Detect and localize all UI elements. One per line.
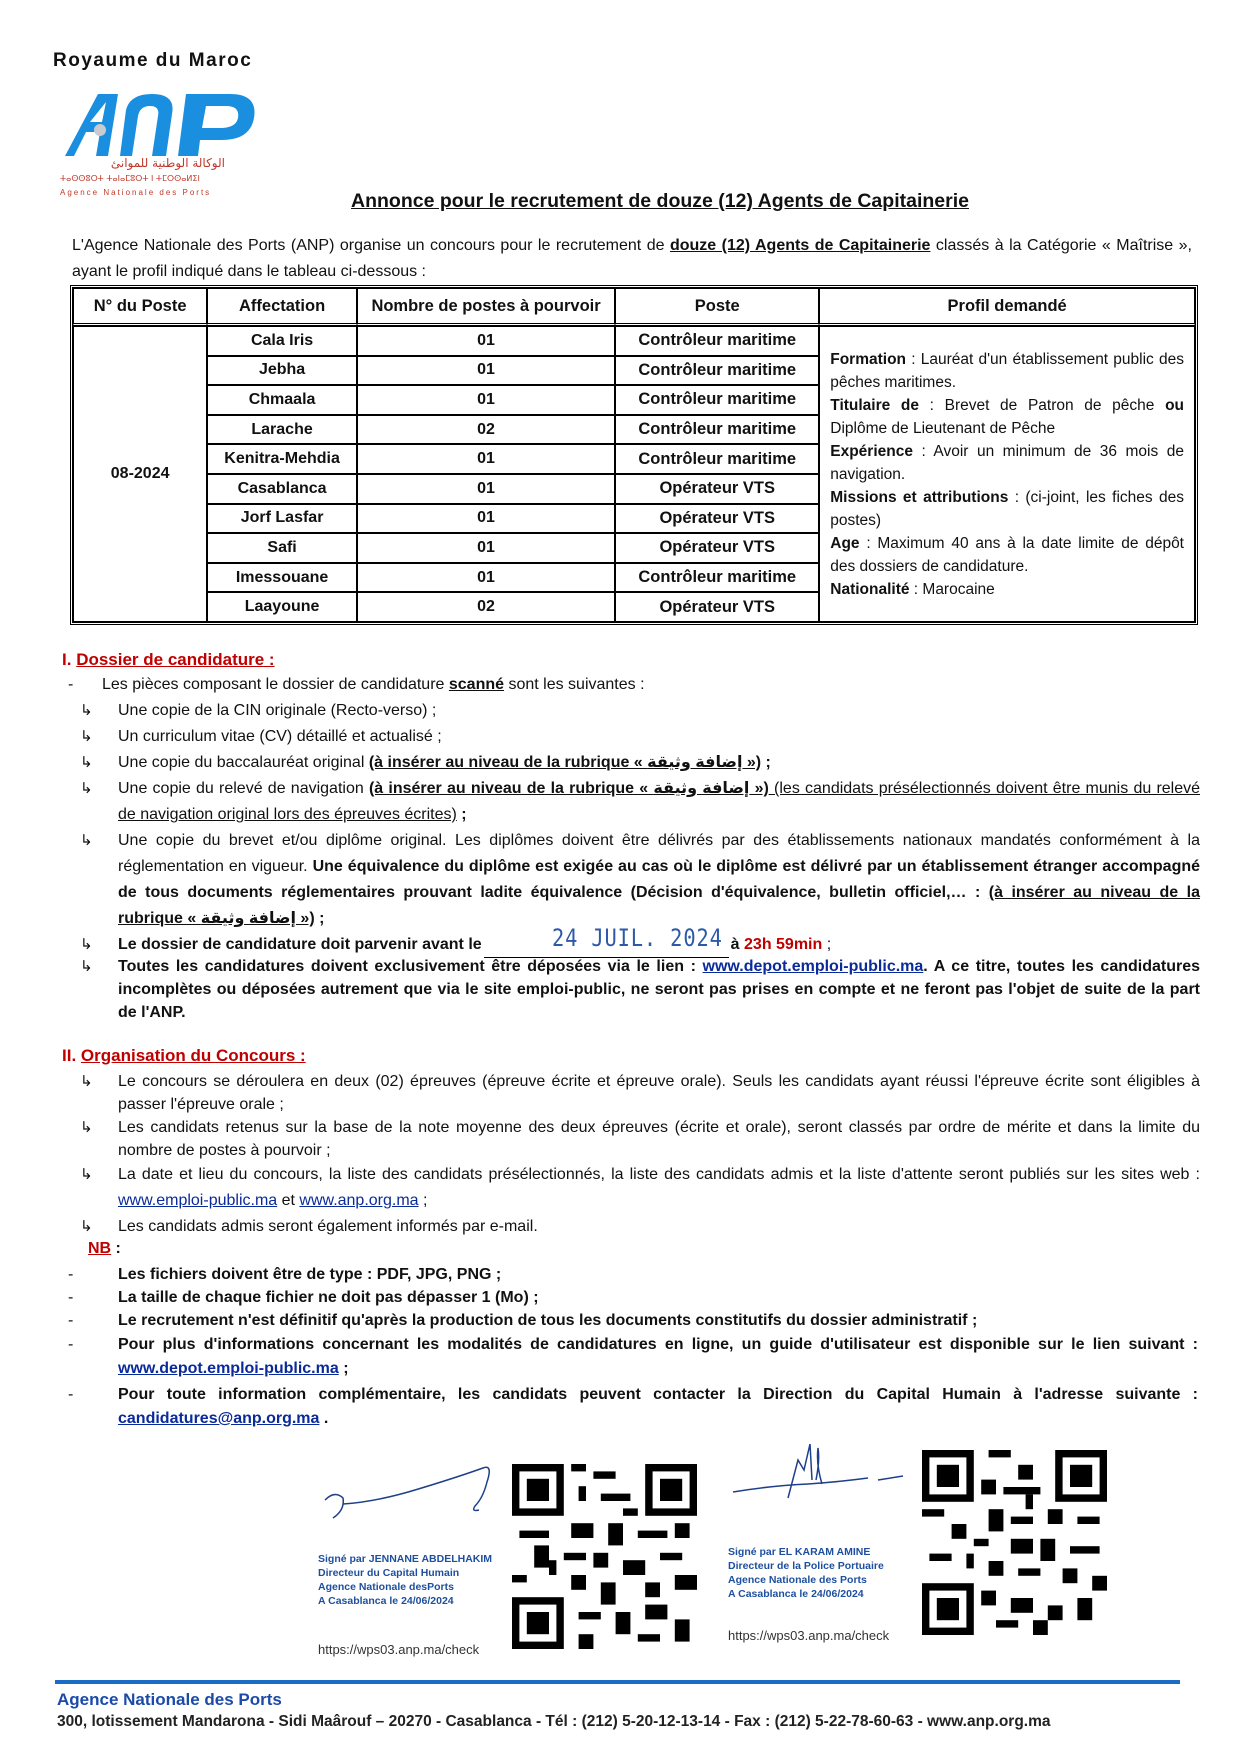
nb-item: - Les fichiers doivent être de type : PDF, JPG, PNG ; <box>68 1266 502 1283</box>
list-item: ↳ Une copie de la CIN originale (Recto-verso) ; <box>80 698 1200 724</box>
affectation-cell: Casablanca <box>207 474 357 504</box>
affectation-cell: Cala Iris <box>207 326 357 356</box>
profil-experience: Expérience : Avoir un minimum de 36 mois de navigation. <box>830 442 1184 483</box>
table-header-row <box>73 288 1195 326</box>
poste-cell: Contrôleur maritime <box>615 563 819 593</box>
signature-1-block: Signé par JENNANE ABDELHAKIM Directeur du Capital Humain Agence Nationale desPorts A Casablanca le 24/06/2024 <box>318 1553 493 1607</box>
signature-1-icon <box>315 1460 505 1530</box>
intro-text-1: L'Agence Nationale des Ports (ANP) organise un concours pour le recrutement de <box>72 237 670 254</box>
poste-cell: Opérateur VTS <box>615 533 819 563</box>
list-item: ↳ Toutes les candidatures doivent exclusivement être déposées via le lien : www.depot.emploi-public.ma. A ce titre, toutes les candidatures incomplètes ou déposées autrement que via le site emploi-public, ne seront pas prises en compte et ne feront pas l'objet de suite de la part de l'ANP. <box>80 955 1200 1024</box>
qr-code-1-icon <box>512 1464 697 1649</box>
arrow-bullet-icon: ↳ <box>80 1119 93 1136</box>
header-cell: Affectation <box>207 288 357 326</box>
arrow-bullet-icon: ↳ <box>80 754 93 771</box>
list-item: ↳ La date et lieu du concours, la liste des candidats présélectionnés, la liste des candidats admis et la liste d'attente seront publiés sur les sites web : www.emploi-public.ma et www.anp.org.ma ; <box>80 1162 1200 1214</box>
arrow-bullet-icon: ↳ <box>80 702 93 719</box>
list-item: ↳ Le concours se déroulera en deux (02) épreuves (épreuve écrite et épreuve orale). Seuls les candidats ayant réussi l'épreuve écrite sont éligibles à passer l'épreuve orale ; <box>80 1070 1200 1116</box>
country-name: Royaume du Maroc <box>53 50 253 71</box>
qr-code-2-icon <box>922 1450 1107 1635</box>
affectation-cell: Kenitra-Mehdia <box>207 444 357 474</box>
profil-nationalite: Nationalité : Marocaine <box>830 580 995 598</box>
section-1-num: I. <box>62 650 72 669</box>
nombre-cell: 01 <box>357 563 615 593</box>
header-cell: Profil demandé <box>819 288 1195 326</box>
check-url-2: https://wps03.anp.ma/check <box>728 1628 890 1643</box>
arrow-bullet-icon: ↳ <box>80 936 93 953</box>
profil-missions: Missions et attributions : (ci-joint, les fiches des postes) <box>830 488 1184 529</box>
section-1-title: Dossier de candidature : <box>76 650 275 669</box>
section-2-num: II. <box>62 1046 77 1065</box>
nb-item: - Pour toute information complémentaire, les candidats peuvent contacter la Direction du Capital Humain à l'adresse suivante : candidatures@anp.org.ma . <box>68 1386 1198 1427</box>
logo-subtitle: Agence Nationale des Ports <box>60 188 212 197</box>
header-cell: Poste <box>615 288 819 326</box>
poste-cell: Opérateur VTS <box>615 474 819 504</box>
arrow-bullet-icon: ↳ <box>80 958 93 975</box>
anp-logo <box>60 86 300 216</box>
affectation-cell: Jorf Lasfar <box>207 504 357 534</box>
depot-guide-link[interactable]: www.depot.emploi-public.ma <box>118 1360 339 1377</box>
footer-address: 300, lotissement Mandarona - Sidi Maârouf – 20270 - Casablanca - Tél : (212) 5-20-12-13-14 - Fax : (212) 5-22-78-60-63 - www.anp.org.ma <box>57 1713 1051 1730</box>
section-2-title: Organisation du Concours : <box>80 1046 306 1065</box>
check-url-1: https://wps03.anp.ma/check <box>318 1642 480 1657</box>
intro-bold: douze (12) Agents de Capitainerie <box>669 237 931 254</box>
profil-age: Age : Maximum 40 ans à la date limite de dépôt des dossiers de candidature. <box>830 534 1184 575</box>
email-link[interactable]: candidatures@anp.org.ma <box>118 1410 320 1427</box>
poste-cell: Contrôleur maritime <box>615 415 819 445</box>
affectation-cell: Imessouane <box>207 563 357 593</box>
nb-item: - Le recrutement n'est définitif qu'après la production de tous les documents constitutifs du dossier administratif ; <box>68 1312 978 1329</box>
depot-link[interactable]: www.depot.emploi-public.ma <box>702 958 924 975</box>
arrow-bullet-icon: ↳ <box>80 1218 93 1235</box>
section-1-heading <box>62 650 275 670</box>
list-item: ↳ Les candidats retenus sur la base de la note moyenne des deux épreuves (écrite et orale), seront classés par ordre de mérite et dans la limite du nombre de postes à pourvoir ; <box>80 1116 1200 1162</box>
poste-cell: Contrôleur maritime <box>615 356 819 386</box>
nombre-cell: 01 <box>357 504 615 534</box>
logo-tifinagh: ⵜⴰⵙⵙⵓⵔⵜ ⵜⴰⵏⴰⵎⵓⵔⵜ ⵏ ⵜⵎⵔⵙⴰⵍⵉⵏ <box>60 174 200 183</box>
page-title: Annonce pour le recrutement de douze (12) Agents de Capitainerie <box>351 190 969 212</box>
nombre-cell: 01 <box>357 356 615 386</box>
arrow-bullet-icon: ↳ <box>80 1166 93 1183</box>
intro-text-2: classés à la Catégorie « Maîtrise », ayant le profil indiqué dans le tableau ci-dessous : <box>72 237 1192 280</box>
signature-2-icon <box>728 1440 928 1520</box>
profil-titulaire: Titulaire de : Brevet de Patron de pêche ou Diplôme de Lieutenant de Pêche <box>830 396 1184 437</box>
arrow-bullet-icon: ↳ <box>80 728 93 745</box>
arrow-bullet-icon: ↳ <box>80 1073 93 1090</box>
anp-link[interactable]: www.anp.org.ma <box>299 1192 419 1209</box>
poste-cell: Opérateur VTS <box>615 504 819 534</box>
date-stamp: 24 JUIL. 2024 <box>552 924 723 952</box>
nombre-cell: 02 <box>357 415 615 445</box>
header-cell: N° du Poste <box>73 288 207 326</box>
affectation-cell: Larache <box>207 415 357 445</box>
poste-number: 08-2024 <box>73 326 207 622</box>
poste-cell: Contrôleur maritime <box>615 385 819 415</box>
nb-heading: NB : <box>88 1240 121 1257</box>
positions-table <box>70 285 1198 625</box>
nb-item: - Pour plus d'informations concernant les modalités de candidatures en ligne, un guide d'utilisateur est disponible sur le lien suivant : www.depot.emploi-public.ma ; <box>68 1336 1198 1377</box>
section-2-heading <box>62 1046 306 1066</box>
poste-cell: Opérateur VTS <box>615 592 819 622</box>
header-cell: Nombre de postes à pourvoir <box>357 288 615 326</box>
nombre-cell: 01 <box>357 385 615 415</box>
list-item: ↳ Une copie du relevé de navigation (à insérer au niveau de la rubrique « إضافة وثيقة ») (les candidats présélectionnés doivent être munis du relevé de navigation original lors des épreuves écrites) ; <box>80 776 1200 828</box>
poste-cell: Contrôleur maritime <box>615 326 819 356</box>
list-item: ↳ Les candidats admis seront également informés par e-mail. <box>80 1214 1200 1240</box>
footer-org: Agence Nationale des Ports <box>57 1690 282 1709</box>
affectation-cell: Safi <box>207 533 357 563</box>
nb-item: - La taille de chaque fichier ne doit pas dépasser 1 (Mo) ; <box>68 1289 539 1306</box>
nombre-cell: 02 <box>357 592 615 622</box>
nombre-cell: 01 <box>357 326 615 356</box>
profil-cell <box>819 326 1195 622</box>
nombre-cell: 01 <box>357 474 615 504</box>
poste-cell: Contrôleur maritime <box>615 444 819 474</box>
affectation-cell: Jebha <box>207 356 357 386</box>
arrow-bullet-icon: ↳ <box>80 780 93 797</box>
list-item: ↳ Une copie du brevet et/ou diplôme original. Les diplômes doivent être délivrés par des établissements nationaux mandatés conformément à la réglementation en vigueur. Une équivalence du diplôme est exigée au cas où le diplôme est délivré par un établissement étranger accompagné de tous documents réglementaires prouvant ladite équivalence (Décision d'équivalence, bulletin officiel,… : (à insérer au niveau de la rubrique « إضافة وثيقة ») ; <box>80 828 1200 932</box>
profil-formation: Formation : Lauréat d'un établissement public des pêches maritimes. <box>830 350 1184 391</box>
affectation-cell: Laayoune <box>207 592 357 622</box>
footer-divider <box>55 1680 1180 1684</box>
arrow-bullet-icon: ↳ <box>80 832 93 849</box>
affectation-cell: Chmaala <box>207 385 357 415</box>
emploi-public-link[interactable]: www.emploi-public.ma <box>118 1192 278 1209</box>
table-row <box>73 326 1195 356</box>
signature-2-block: Signé par EL KARAM AMINE Directeur de la Police Portuaire Agence Nationale des Ports A Casablanca le 24/06/2024 <box>728 1546 884 1600</box>
list-item: ↳ Une copie du baccalauréat original (à insérer au niveau de la rubrique « إضافة وثيقة ») ; <box>80 750 1200 776</box>
logo-arabic: الوكالة الوطنية للموانئ <box>110 156 225 170</box>
nombre-cell: 01 <box>357 444 615 474</box>
section-1-lead: - Les pièces composant le dossier de candidature scanné sont les suivantes : <box>68 676 645 693</box>
list-item: ↳ Un curriculum vitae (CV) détaillé et actualisé ; <box>80 724 1200 750</box>
intro-paragraph <box>72 233 1192 285</box>
list-item: ↳ Le dossier de candidature doit parvenir avant le à 23h 59min ; <box>80 932 1200 958</box>
nombre-cell: 01 <box>357 533 615 563</box>
